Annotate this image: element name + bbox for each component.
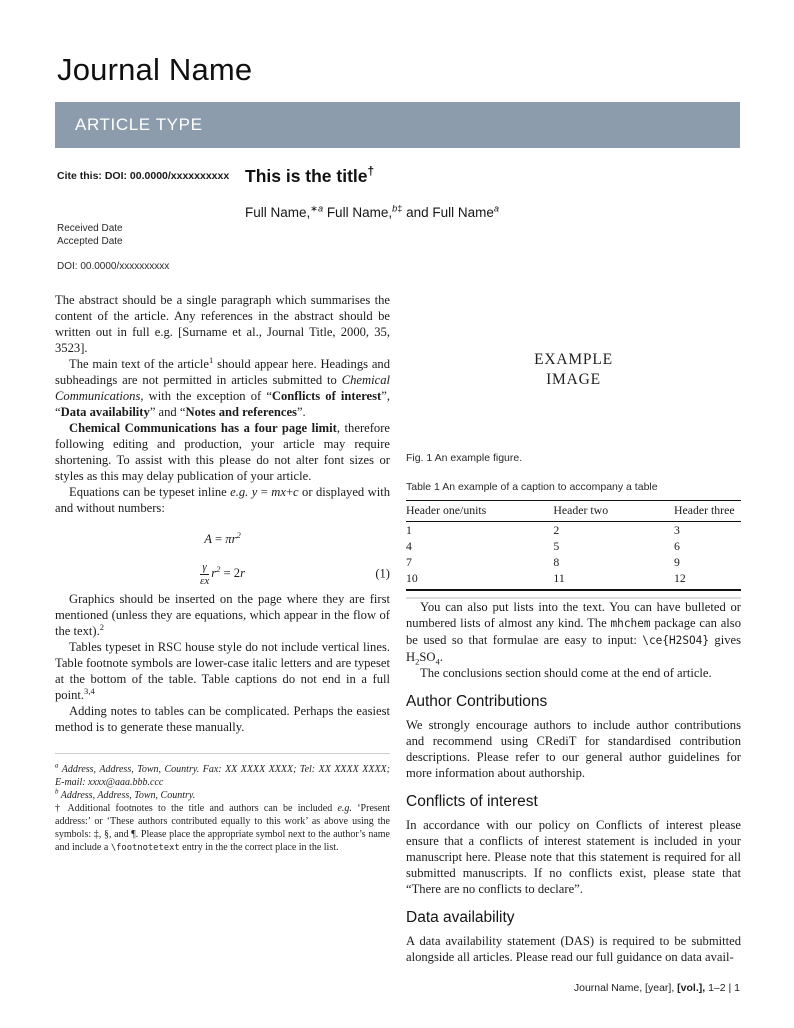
table-header: Header two [553,501,674,522]
fraction-denominator: εx [199,574,210,587]
equation-number: (1) [375,566,390,581]
equation-1 [55,561,390,587]
journal-name: Journal Name [57,52,253,87]
table-row [406,538,741,554]
equation-body: $A = \pi r^2$ [204,529,241,546]
paragraph-main-text: The main text of the article$^1$ should appear here. Headings and subheadings are not permitted in articles submitted to Chemical Communications, with the exception of “Conflicts of interest”, “Data availability” and “Notes and references”. [55,354,390,419]
figure-placeholder-text: EXAMPLE [534,351,613,368]
left-column [55,292,390,965]
paragraph-author-contributions: We strongly encourage authors to include author contributions and recommend using CRediT for standardised contribution descriptions. Please refer to our general author guidelines for more information about authorship. [406,717,741,780]
footnote-address-b: $^b$ Address, Address, Town, Country. [55,788,196,802]
table-row [406,522,741,539]
paragraph-data-availability: A data availability statement (DAS) is required to be submitted alongside all articles. Please read our full guidance on data avail- [406,933,741,964]
footnote-divider [55,753,390,754]
right-column [406,292,741,965]
table-caption: Table 1 An example of a caption to accompany a table [406,481,658,493]
doi: DOI: 00.0000/xxxxxxxxxx [57,261,170,272]
paragraph-graphics: Graphics should be inserted on the page where they are first mentioned (unless they are equations, which appear in the flow of the text).$^2$ [55,592,390,639]
example-figure [406,306,741,434]
heading-conflicts-of-interest: Conflicts of interest [406,792,538,810]
fraction-numerator: γ [202,561,207,573]
table-header: Header one/units [406,501,553,522]
paragraph-notes: Adding notes to tables can be complicated. Perhaps the easiest method is to generate these manually. [55,704,390,735]
footnote-dagger: † Additional footnotes to the title and authors can be included e.g. ‘Present address:’ or ‘These authors contributed equally to this work’ as above using the symbols: ‡, §, and ¶. Please place the appropriate symbol next to the author’s name and include a \footnotetext entry in the the correct place in the list. [55,803,390,854]
fraction [200,561,209,587]
paragraph-lists: You can also put lists into the text. You can have bulleted or numbered lists of almost any kind. The mhchem package can also be used so that formulae are easy to input: \ce{H2SO4} gives $H_2SO_4$. [406,599,742,667]
table-cell: 9 [673,554,680,569]
article-type-label: ARTICLE TYPE [75,115,203,134]
abstract: The abstract should be a single paragraph which summarises the content of the article. Any references in the abstract should be written out in full e.g. [Surname et al., Journal Title, 2000, 35, 3523]. [55,293,390,355]
article-type-banner [55,102,740,148]
paragraph-conclusions: The conclusions section should come at the end of article. [420,665,712,680]
table-cell: 8 [553,554,560,569]
two-column-body [0,292,794,965]
masthead-title-block [245,164,740,292]
masthead [0,164,794,292]
equation-unnumbered [55,529,390,547]
figure-placeholder-text: IMAGE [546,371,601,388]
heading-author-contributions: Author Contributions [406,692,548,710]
cite-doi: Cite this: DOI: 00.0000/xxxxxxxxxx [57,170,230,182]
accepted-date: Accepted Date [57,236,123,247]
table-cell: 10 [406,570,553,590]
table-header: Header three [674,501,741,522]
equation-body: $\frac{\gamma}{\varepsilon x}$ $r^2 = 2r$ [199,561,245,587]
received-date: Received Date [57,223,123,234]
table-cell: 3 [673,522,680,537]
table-row [406,554,741,570]
table-cell: 7 [406,554,412,569]
masthead-meta [57,164,245,292]
paragraph-conflicts: In accordance with our policy on Conflicts of interest please ensure that a conflicts of interest statement is included in your manuscript here. Please note that this statement is required for all submitted manuscripts. If no conflicts exist, please state that “There are no conflicts to declare”. [406,817,741,896]
paragraph-tables: Tables typeset in RSC house style do not include vertical lines. Table footnote symbols are lower-case italic letters and are typeset at the bottom of the table. Table captions do not end in a full point.$^{3,4}$ [55,640,390,703]
figure-caption: Fig. 1 An example figure. [406,452,523,464]
table-cell: 2 [553,522,560,537]
table-cell: 6 [673,538,680,553]
paragraph-equations-intro: Equations can be typeset inline e.g. y = mx+c or displayed with and without numbers: [55,485,391,515]
heading-data-availability: Data availability [406,908,515,926]
author-list: Full Name,$^{∗a}$ Full Name,$^{b\ddagger}$ and Full Name$^a$ [245,203,499,220]
table-cell: 12 [674,570,741,590]
table-cell: 4 [406,538,412,553]
article-title: This is the title† [245,164,375,186]
page-footer: Journal Name, [year], [vol.], 1–2 | 1 [573,982,740,994]
table-cell: 11 [553,570,674,590]
table-cell: 1 [406,522,412,537]
dates-block [57,222,245,248]
paragraph-four-page-limit: Chemical Communications has a four page limit, therefore following editing and production, your article may require shortening. To assist with this please do not alter font sizes or styles as this may delay publication of your article. [55,421,390,483]
footnote-address-a: $^a$ Address, Address, Town, Country. Fax: XX XXXX XXXX; Tel: XX XXXX XXXX; E-mail: xxxx@aaa.bbb.ccc [55,762,390,789]
example-table [406,500,741,591]
table-cell: 5 [553,538,560,553]
table-row [406,570,741,590]
